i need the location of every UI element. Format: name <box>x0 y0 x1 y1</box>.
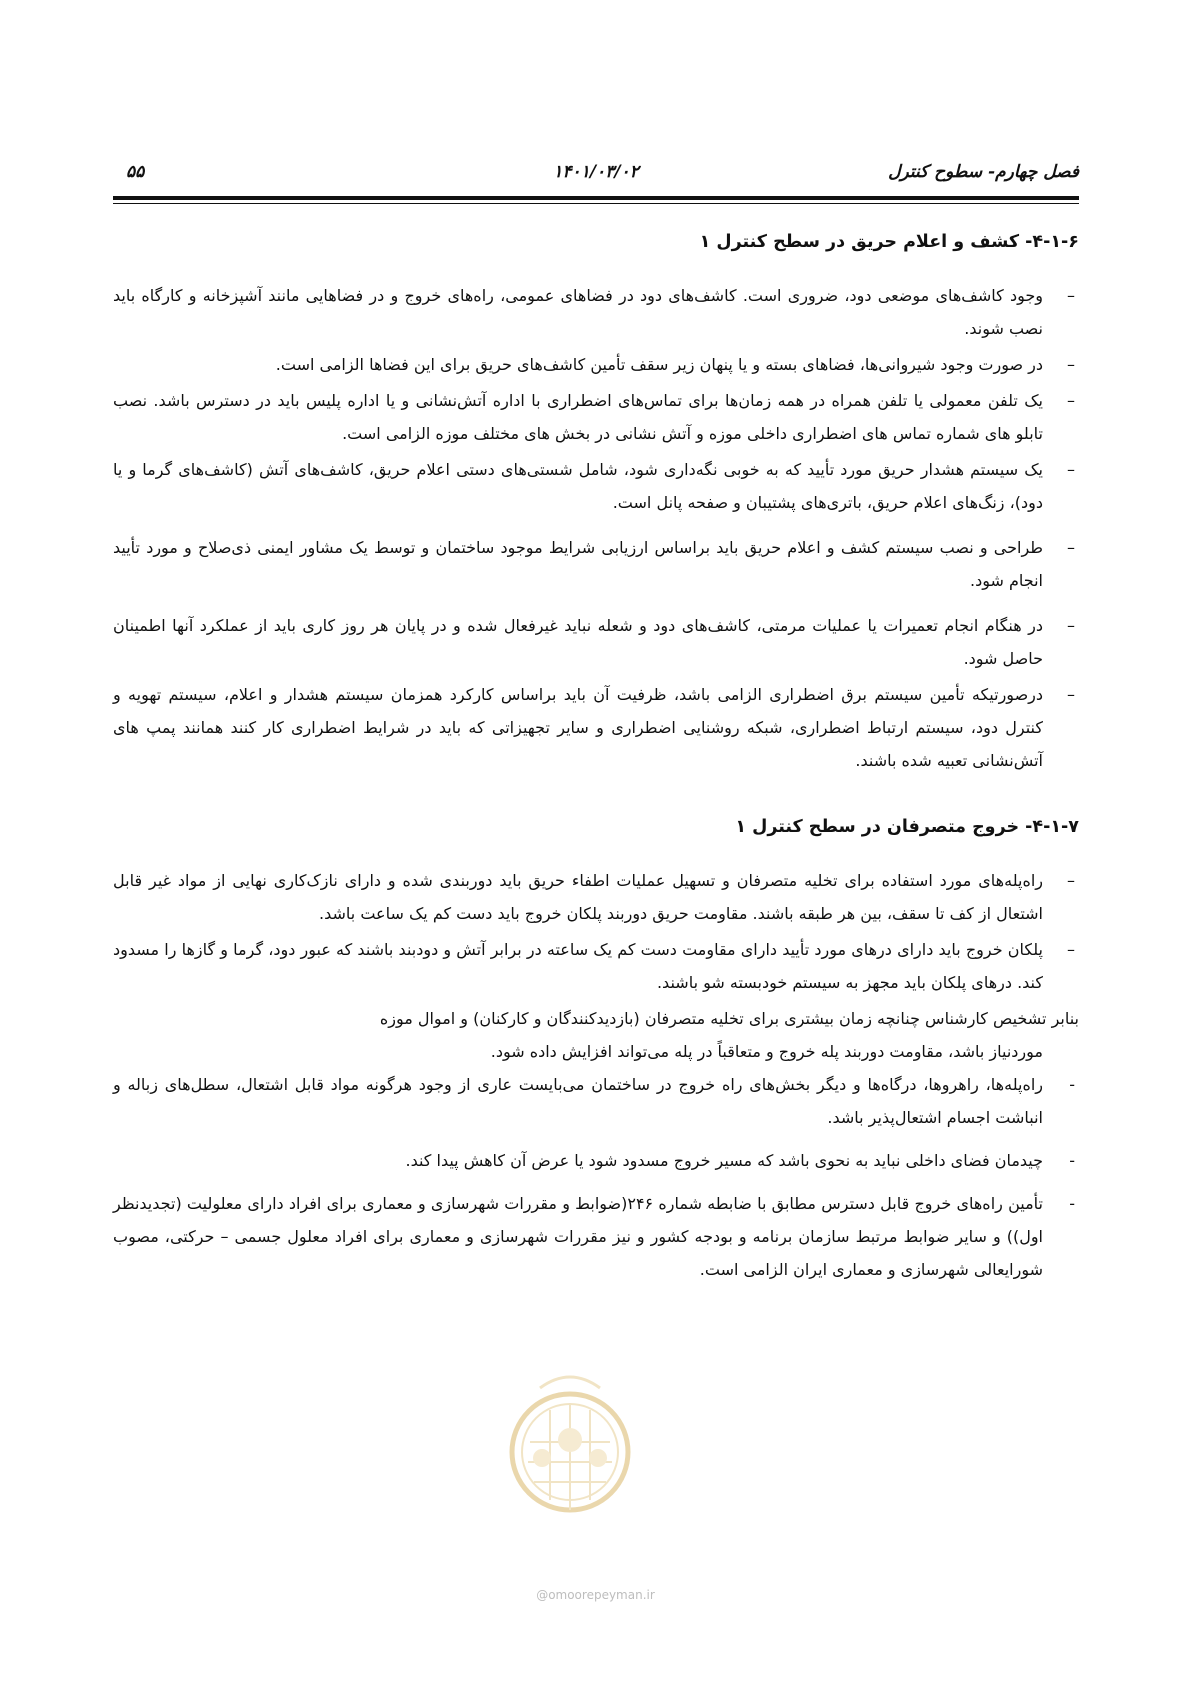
list-item: - راه‌پله‌ها، راهروها، درگاه‌ها و دیگر بخش‌های راه خروج در ساختمان می‌بایست عاری از وجود هرگونه مواد قابل اشتعال، سطل‌های زباله و انباشت اجسام اشتعال‌پذیر باشد. <box>113 1068 1079 1134</box>
list-item: – یک تلفن معمولی یا تلفن همراه در همه زمان‌ها برای تماس‌های اضطراری با اداره آتش‌نشانی و یا اداره پلیس باید در دسترس باشد. نصب تابلو های شماره تماس های اضطراری داخلی موزه و آتش نشانی در بخش های مختلف موزه الزامی است. <box>113 384 1079 450</box>
list-item: – در هنگام انجام تعمیرات یا عملیات مرمتی، کاشف‌های دود و شعله نباید غیرفعال شده و در پایان هر روز کاری باید از عملکرد آنها اطمینان حاصل شود. <box>113 609 1079 675</box>
list-item: - تأمین راه‌های خروج قابل دسترس مطابق با ضابطه شماره ۲۴۶(ضوابط و مقررات شهرسازی و معماری برای افراد دارای معلولیت (تجدیدنظر اول)) و سایر ضوابط مرتبط سازمان برنامه و بودجه کشور و نیز مقررات شهرسازی و معماری برای افراد معلول جسمی – حرکتی، مصوب شورایعالی شهرسازی و معماری ایران الزامی است. <box>113 1187 1079 1286</box>
list-item: – پلکان خروج باید دارای درهای مورد تأیید دارای مقاومت دست کم یک ساعته در برابر آتش و دودبند باشند که عبور دود، گرما و گازها را مسدود کند. درهای پلکان باید مجهز به سیستم خودبسته شو باشند. <box>113 933 1079 999</box>
fire-detection-list <box>113 279 1079 777</box>
section-heading-fire-detection: ۴-۱-۶- کشف و اعلام حریق در سطح کنترل ۱ <box>699 232 1079 252</box>
list-item: – درصورتیکه تأمین سیستم برق اضطراری الزامی باشد، ظرفیت آن باید براساس کارکرد همزمان سیستم هشدار و اعلام، سیستم تهویه و کنترل دود، سیستم ارتباط اضطراری، شبکه روشنایی اضطراری و سایر تجهیزاتی که باید در شرایط اضطراری کار کنند همانند پمپ های آتش‌نشانی تعبیه شده باشند. <box>113 678 1079 777</box>
list-item: – در صورت وجود شیروانی‌ها، فضاهای بسته و یا پنهان زیر سقف تأمین کاشف‌های حریق برای این فضاها الزامی است. <box>113 348 1079 381</box>
dash-bullet: – <box>1067 460 1075 479</box>
header-date: ۱۴۰۱/۰۳/۰۲ <box>553 162 639 182</box>
dash-bullet: – <box>1067 538 1075 557</box>
dash-bullet: – <box>1067 391 1075 410</box>
expert-judgement-paragraph <box>113 1002 1079 1068</box>
paragraph-line: بنابر تشخیص کارشناس چنانچه زمان بیشتری برای تخلیه متصرفان (بازدیدکنندگان و کارکنان) و اموال موزه <box>379 1009 1079 1028</box>
list-item: – طراحی و نصب سیستم کشف و اعلام حریق باید براساس ارزیابی شرایط موجود ساختمان و توسط یک مشاور ایمنی ذی‌صلاح و مورد تأیید انجام شود. <box>113 531 1079 597</box>
header-rule-thick <box>113 196 1079 200</box>
egress-list-b <box>113 1068 1079 1286</box>
watermark-logo <box>500 1362 640 1522</box>
header-rule-thin <box>113 203 1079 204</box>
list-item: – راه‌پله‌های مورد استفاده برای تخلیه متصرفان و تسهیل عملیات اطفاء حریق باید دوربندی شده و دارای نازک‌کاری نهایی از مواد غیر قابل اشتعال از کف تا سقف، بین هر طبقه باشند. مقاومت حریق دوربند پلکان خروج باید دست کم یک ساعت باشد. <box>113 864 1079 930</box>
dash-bullet: – <box>1067 871 1075 890</box>
page-body <box>113 220 1079 1296</box>
dash-bullet: - <box>1069 1075 1075 1094</box>
dash-bullet: – <box>1067 940 1075 959</box>
page-number: ۵۵ <box>126 162 145 182</box>
dash-bullet: – <box>1067 616 1075 635</box>
dash-bullet: - <box>1069 1194 1075 1213</box>
dash-bullet: – <box>1067 685 1075 704</box>
list-item: - چیدمان فضای داخلی نباید به نحوی باشد که مسیر خروج مسدود شود یا عرض آن کاهش پیدا کند. <box>113 1144 1079 1177</box>
dash-bullet: – <box>1067 355 1075 374</box>
section-heading-occupant-egress: ۴-۱-۷- خروج متصرفان در سطح کنترل ۱ <box>735 817 1079 837</box>
dash-bullet: – <box>1067 286 1075 305</box>
page-header <box>113 162 1079 188</box>
chapter-title: فصل چهارم- سطوح کنترل <box>888 162 1079 182</box>
list-item: – یک سیستم هشدار حریق مورد تأیید که به خوبی نگه‌داری شود، شامل شستی‌های دستی اعلام حریق، کاشف‌های آتش (کاشف‌های گرما و یا دود)، زنگ‌های اعلام حریق، باتری‌های پشتیبان و صفحه پانل است. <box>113 453 1079 519</box>
watermark-url: @omoorepeyman.ir <box>536 1588 655 1602</box>
dash-bullet: - <box>1069 1151 1075 1170</box>
paragraph-line: موردنیاز باشد، مقاومت دوربند پله خروج و متعاقباً در پله می‌تواند افزایش داده شود. <box>490 1042 1043 1061</box>
egress-list-a <box>113 864 1079 999</box>
list-item: – وجود کاشف‌های موضعی دود، ضروری است. کاشف‌های دود در فضاهای عمومی، راه‌های خروج و در فضاهایی مانند آشپزخانه و کارگاه باید نصب شوند. <box>113 279 1079 345</box>
